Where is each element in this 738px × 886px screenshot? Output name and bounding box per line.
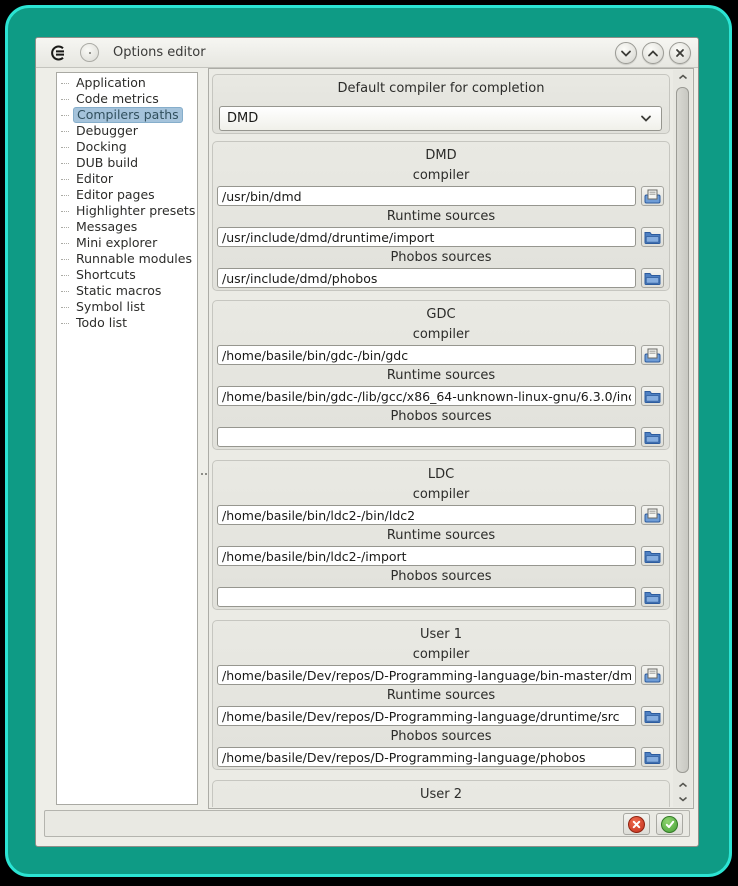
titlebar[interactable] <box>36 38 698 68</box>
sidebar-item-compilers-paths[interactable] <box>57 107 197 123</box>
field-label: Phobos sources <box>390 729 492 744</box>
open-folder-icon <box>644 271 661 285</box>
sidebar-item-label: Editor <box>76 171 113 186</box>
dmd-phobos-browse-button[interactable] <box>641 268 664 288</box>
vertical-scrollbar[interactable] <box>673 70 692 807</box>
field-label: compiler <box>412 647 470 662</box>
default-compiler-value: DMD <box>227 111 259 126</box>
dmd-runtime-browse-button[interactable] <box>641 227 664 247</box>
sidebar-item-dub-build[interactable] <box>57 155 197 171</box>
titlebar-menu-button[interactable] <box>80 43 99 62</box>
splitter-grip-icon <box>201 473 203 475</box>
field-label: compiler <box>412 327 470 342</box>
group-title: User 2 <box>419 787 463 802</box>
sidebar-item-label: Highlighter presets <box>76 203 196 218</box>
user1-compiler-input[interactable] <box>217 665 636 685</box>
compilers-paths-panel <box>208 68 694 809</box>
close-button[interactable] <box>669 42 691 64</box>
open-folder-icon <box>644 590 661 604</box>
sidebar-item-application[interactable] <box>57 75 197 91</box>
sidebar-item-label: Application <box>76 75 146 90</box>
open-file-icon <box>644 668 661 683</box>
cancel-icon <box>628 816 645 833</box>
sidebar-item-label: Messages <box>76 219 138 234</box>
scroll-up-button[interactable] <box>675 778 690 792</box>
gdc-compiler-browse-button[interactable] <box>641 345 664 365</box>
group-gdc <box>212 300 670 450</box>
sidebar-item-mini-explorer[interactable] <box>57 235 197 251</box>
sidebar-item-label: Symbol list <box>76 299 145 314</box>
gdc-compiler-input[interactable] <box>217 345 636 365</box>
sidebar-item-todo-list[interactable] <box>57 315 197 331</box>
sidebar-item-runnable-modules[interactable] <box>57 251 197 267</box>
dmd-compiler-input[interactable] <box>217 186 636 206</box>
chevron-up-icon <box>678 782 688 788</box>
ldc-runtime-browse-button[interactable] <box>641 546 664 566</box>
user1-phobos-browse-button[interactable] <box>641 747 664 767</box>
field-label: Runtime sources <box>386 368 496 383</box>
sidebar-item-shortcuts[interactable] <box>57 267 197 283</box>
open-folder-icon <box>644 750 661 764</box>
group-default-compiler <box>212 74 670 134</box>
default-compiler-select[interactable] <box>219 106 662 131</box>
group-ldc <box>212 460 670 610</box>
footer-bar <box>44 810 690 837</box>
user1-phobos-sources-input[interactable] <box>217 747 636 767</box>
close-icon <box>675 48 685 58</box>
field-label: compiler <box>412 168 470 183</box>
ldc-compiler-input[interactable] <box>217 505 636 525</box>
group-user1 <box>212 620 670 770</box>
sidebar-item-label: Todo list <box>76 315 128 330</box>
coedit-logo-icon <box>48 45 68 61</box>
scroll-area <box>210 70 672 807</box>
options-editor-window <box>35 37 699 847</box>
window-frame <box>5 5 732 877</box>
field-label: Runtime sources <box>386 528 496 543</box>
dmd-phobos-sources-input[interactable] <box>217 268 636 288</box>
field-label: compiler <box>412 487 470 502</box>
sidebar-item-static-macros[interactable] <box>57 283 197 299</box>
field-label: Phobos sources <box>390 409 492 424</box>
sidebar-item-code-metrics[interactable] <box>57 91 197 107</box>
gdc-phobos-browse-button[interactable] <box>641 427 664 447</box>
field-label: Runtime sources <box>386 688 496 703</box>
group-dmd <box>212 141 670 291</box>
gdc-runtime-sources-input[interactable] <box>217 386 636 406</box>
ldc-phobos-sources-input[interactable] <box>217 587 636 607</box>
sidebar-item-label: Static macros <box>76 283 162 298</box>
sidebar-item-label: Runnable modules <box>76 251 192 266</box>
window-title: Options editor <box>113 45 206 60</box>
group-title: User 1 <box>419 627 463 642</box>
sidebar-item-docking[interactable] <box>57 139 197 155</box>
user1-runtime-sources-input[interactable] <box>217 706 636 726</box>
chevron-up-icon <box>647 50 659 57</box>
splitter[interactable] <box>199 72 208 805</box>
chevron-down-icon <box>620 50 632 57</box>
chevron-down-icon <box>640 115 652 122</box>
sidebar-item-editor[interactable] <box>57 171 197 187</box>
group-title: LDC <box>427 467 455 482</box>
open-file-icon <box>644 508 661 523</box>
sidebar-item-label: DUB build <box>76 155 139 170</box>
group-title: Default compiler for completion <box>337 81 545 96</box>
sidebar-item-label: Debugger <box>76 123 138 138</box>
field-label: Phobos sources <box>390 250 492 265</box>
categories-tree <box>56 72 198 805</box>
sidebar-item-debugger[interactable] <box>57 123 197 139</box>
open-folder-icon <box>644 430 661 444</box>
gdc-phobos-sources-input[interactable] <box>217 427 636 447</box>
open-folder-icon <box>644 230 661 244</box>
ldc-runtime-sources-input[interactable] <box>217 546 636 566</box>
field-label: Phobos sources <box>390 569 492 584</box>
scroll-up-button[interactable] <box>675 70 690 84</box>
maximize-button[interactable] <box>642 42 664 64</box>
gdc-runtime-browse-button[interactable] <box>641 386 664 406</box>
sidebar-item-label: Mini explorer <box>76 235 158 250</box>
sidebar-item-label: Compilers paths <box>73 107 183 123</box>
open-folder-icon <box>644 389 661 403</box>
user1-runtime-browse-button[interactable] <box>641 706 664 726</box>
group-title: GDC <box>426 307 456 322</box>
group-user2 <box>212 780 670 807</box>
sidebar-item-highlighter-presets[interactable] <box>57 203 197 219</box>
ldc-compiler-browse-button[interactable] <box>641 505 664 525</box>
cancel-button[interactable] <box>623 813 650 835</box>
chevron-down-icon <box>678 796 688 802</box>
sidebar-item-label: Code metrics <box>76 91 159 106</box>
open-folder-icon <box>644 549 661 563</box>
user1-compiler-browse-button[interactable] <box>641 665 664 685</box>
accept-icon <box>661 816 678 833</box>
sidebar-item-editor-pages[interactable] <box>57 187 197 203</box>
group-title: DMD <box>425 148 457 163</box>
ldc-phobos-browse-button[interactable] <box>641 587 664 607</box>
sidebar-item-label: Editor pages <box>76 187 155 202</box>
open-file-icon <box>644 189 661 204</box>
dmd-runtime-sources-input[interactable] <box>217 227 636 247</box>
scrollbar-thumb[interactable] <box>676 87 689 773</box>
accept-button[interactable] <box>656 813 683 835</box>
open-folder-icon <box>644 709 661 723</box>
dmd-compiler-browse-button[interactable] <box>641 186 664 206</box>
sidebar-item-symbol-list[interactable] <box>57 299 197 315</box>
sidebar-item-label: Docking <box>76 139 127 154</box>
open-file-icon <box>644 348 661 363</box>
sidebar-item-label: Shortcuts <box>76 267 136 282</box>
sidebar-item-messages[interactable] <box>57 219 197 235</box>
field-label: Runtime sources <box>386 209 496 224</box>
minimize-button[interactable] <box>615 42 637 64</box>
chevron-up-icon <box>678 74 688 80</box>
scroll-down-button[interactable] <box>675 792 690 806</box>
